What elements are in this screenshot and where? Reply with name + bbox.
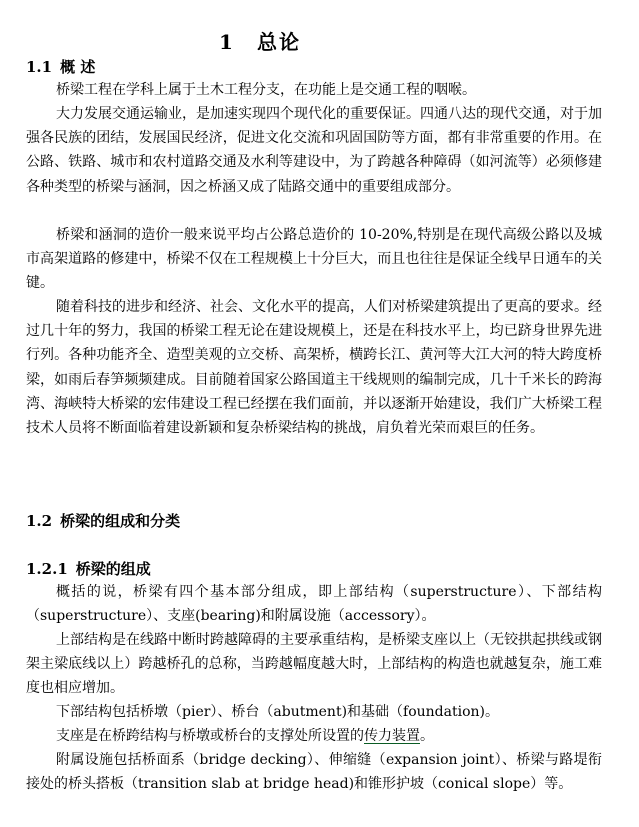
paragraph: 桥梁和涵洞的造价一般来说平均占公路总造价的 10-20%,特别是在现代高级公路以及城市高架道路的修建中，桥梁不仅在工程规模上十分巨大，而且也往往是保证全线早日通车的关键。 <box>26 227 602 292</box>
section-number: 1.1 <box>26 58 53 76</box>
section-heading-composition-classification <box>26 510 180 532</box>
paragraph: 随着科技的进步和经济、社会、文化水平的提高，人们对桥梁建筑提出了更高的要求。经过几十年的努力，我国的桥梁工程无论在建设规模上，还是在科技水平上，均已跻身世界先进行列。各种功能齐全、造型美观的立交桥、高架桥，横跨长江、黄河等大江大河的特大跨度桥梁，如雨后春笋频频建成。目前随着国家公路国道主干线规则的编制完成，几十千米长的跨海湾、海峡特大桥梁的宏伟建设工程已经摆在我们面前，并以逐渐开始建设，我们广大桥梁工程技术人员将不断面临着建设新颖和复杂桥梁结构的挑战，肩负着光荣而艰巨的任务。 <box>26 299 602 437</box>
chapter-number: 1 <box>219 30 235 54</box>
paragraph-bearing <box>26 724 602 748</box>
subsection-heading-composition <box>26 558 151 580</box>
paragraph: 下部结构包括桥墩（pier）、桥台（abutment)和基础（foundation)。 <box>56 704 499 720</box>
section-title: 桥梁的组成和分类 <box>60 512 181 530</box>
paragraph: 大力发展交通运输业，是加速实现四个现代化的重要保证。四通八达的现代交通，对于加强各民族的团结，发展国民经济，促进文化交流和巩固国防等方面，都有非常重要的作用。在公路、铁路、城市和农村道路交通及水利等建设中，为了跨越各种障碍（如河流等）必须修建各种类型的桥梁与涵洞，因之桥涵又成了陆路交通中的重要组成部分。 <box>26 106 602 195</box>
underlined-term: 传力装置 <box>364 728 420 744</box>
text-run: 支座是在桥跨结构与桥墩或桥台的支撑处所设置的 <box>56 728 364 744</box>
paragraph: 桥梁工程在学科上属于土木工程分支，在功能上是交通工程的咽喉。 <box>56 82 476 98</box>
paragraph: 上部结构是在线路中断时跨越障碍的主要承重结构，是桥梁支座以上（无铰拱起拱线或钢架主梁底线以上）跨越桥孔的总称，当跨越幅度越大时，上部结构的构造也就越复杂，施工难度也相应增加。 <box>26 632 602 697</box>
text-run: 。 <box>420 728 434 744</box>
section-title: 概 述 <box>60 58 96 76</box>
paragraph: 附属设施包括桥面系（bridge decking）、伸缩缝（expansion joint）、桥梁与路堤衔接处的桥头搭板（transition slab at bridge head)和锥形护坡（conical slope）等。 <box>26 752 602 793</box>
chapter-name: 总论 <box>256 30 301 54</box>
section-number: 1.2.1 <box>26 560 68 578</box>
section-number: 1.2 <box>26 512 53 530</box>
chapter-title <box>0 26 520 55</box>
section-heading-overview <box>26 56 95 78</box>
paragraph: 概括的说，桥梁有四个基本部分组成，即上部结构（superstructure）、下部结构（superstructure）、支座(bearing)和附属设施（accessory）。 <box>26 584 602 625</box>
section-title: 桥梁的组成 <box>75 560 151 578</box>
